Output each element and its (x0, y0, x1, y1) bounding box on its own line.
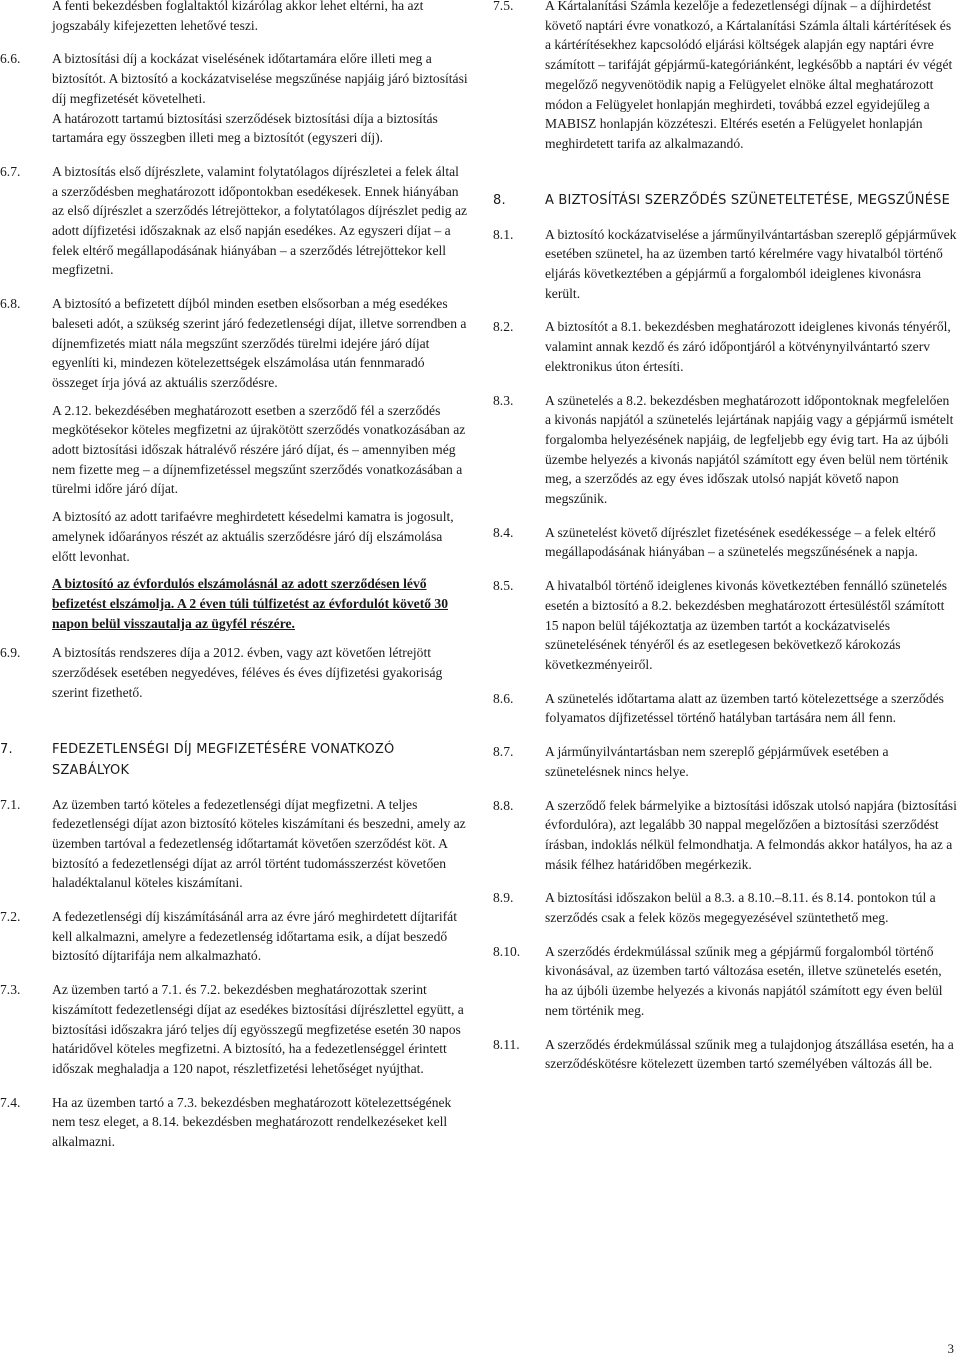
section-8-4 (493, 523, 957, 562)
paragraph-text: Az üzemben tartó a 7.1. és 7.2. bekezdésben meghatározottak szerint kiszámított fedezetlenségi díjat az esedékes biztosítási díjrészlettel együtt, a biztosítási időszakra járó teljes díj egyösszegű megfizetése esetén 30 napos határidővel köteles megfizetni. A biztosító, ha a fedezetlenséggel érintett időszak meghaladja a 120 napot, részletfizetési lehetőséget nyújthat. (52, 982, 464, 1076)
section-number: 6.6. (0, 51, 21, 67)
section-number: 8.10. (493, 943, 521, 959)
section-7-1 (0, 795, 468, 894)
heading-text: A BIZTOSÍTÁSI SZERZŐDÉS SZÜNETELTETÉSE, MEGSZŰNÉSE (545, 192, 950, 208)
section-number: 6.9. (0, 645, 21, 661)
paragraph-text: A biztosítási díj a kockázat viselésének időtartamára előre illeti meg a biztosítót. A biztosító a kockázatviselése megszűnése napjáig járó biztosítási díj megfizetését követelheti. (52, 51, 468, 106)
page-number: 3 (947, 1341, 954, 1356)
paragraph-text: A 2.12. bekezdésében meghatározott esetben a szerződő fél a szerződés megkötésekor köteles megfizetni az újrakötött szerződés vonatkozásában az adott biztosítási időszak hátralévő részére járó díjat, és – amennyiben még nem fizette meg – a díjnemfizetéssel megszűnt szerződés vonatkozásában a türelmi időre járó díjat. (52, 402, 466, 497)
heading-number: 7. (0, 741, 13, 757)
section-8-2 (493, 317, 957, 376)
section-number: 7.3. (0, 982, 21, 998)
section-8-8 (493, 796, 957, 875)
section-heading-8 (493, 190, 957, 211)
paragraph-text: A járműnyilvántartásban nem szereplő gépjárművek esetében a szünetelésnek nincs helye. (545, 744, 889, 779)
paragraph-text: A biztosítás első díjrészlete, valamint folytatólagos díjrészletei a felek által a szerződésben meghatározott időpontokban esedékesek. Ennek hiányában az első díjrészlet a szerződés létrejöttekor, a folytatólagos díjrészlet pedig az adott díjfizetési időszaknak az első napján esedékes. Az egyszeri díjat – a felek eltérő megállapodásának hiányában – a szerződés létrejöttekor kell megfizetni. (52, 163, 468, 278)
paragraph-text: A szünetelés a 8.2. bekezdésben meghatározott időpontoknak megfelelően a kivonás napjától a szünetelés lejártának napjáig vagy a gépjármű ismételt forgalomba helyezésének napjáig, de legfeljebb egy évig tart. Ha az újbóli üzembe helyezés a kivonás napjától számított egy éven belül nem történik meg, a szerződés az egy éves időszak utolsó napját követő napon megszűnik. (545, 392, 954, 507)
paragraph-text: A hivatalból történő ideiglenes kivonás következtében fennálló szünetelés esetén a biztosító a 8.2. bekezdésben meghatározott értesüléstől számított 15 napon belül tájékoztatja az üzemben tartót a kockázatviselés szünetelésének tényéről és az esetlegesen bekövetkező károkozás következményeiről. (545, 578, 948, 672)
section-6-6 (0, 49, 468, 148)
section-number: 8.9. (493, 890, 514, 906)
paragraph-text: A biztosító kockázatviselése a járműnyilvántartásban szereplő gépjárművek esetében szünetel, ha az üzemben tartó kérelmére vagy hivatalból történő eljárás következtében a gépjármű a forgalomból ideiglenes kivonásra került. (545, 226, 957, 301)
paragraph-text: A biztosítás rendszeres díja a 2012. évben, vagy azt követően létrejött szerződések esetében negyedéves, féléves és éves díjfizetési gyakoriság szerint fizethető. (52, 645, 443, 700)
section-number: 8.11. (493, 1036, 520, 1052)
section-number: 8.4. (493, 524, 514, 540)
heading-number: 8. (493, 192, 506, 208)
section-number: 6.7. (0, 163, 21, 179)
section-number: 8.7. (493, 744, 514, 760)
section-number: 8.6. (493, 690, 514, 706)
paragraph-text: A biztosító a befizetett díjból minden esetben elsősorban a még esedékes baleseti adót, a szükség szerint járó fedezetlenségi díjat, illetve sorrendben a díjnemfizetés miatt nála megszűnt szerződés türelmi idejére járó díjat egyenlíti ki, mindezen kötelezettségek elszámolása után fennmaradó összeget írja jóvá az aktuális szerződésre. (52, 296, 467, 390)
section-7-5 (493, 0, 957, 154)
paragraph-text: A határozott tartamú biztosítási szerződések biztosítási díja a biztosítás tartamára egy összegben illeti meg a biztosítót (egyszeri díj). (52, 110, 438, 146)
paragraph-text: A szerződés érdekmúlással szűnik meg a gépjármű forgalomból történő kivonásával, az üzemben tartó változása esetén, illetve szünetelés esetén, ha az újbóli üzembe helyezés a kivonás napjától számított egy éven belül nem történik meg. (545, 943, 943, 1018)
section-number: 6.8. (0, 296, 21, 312)
right-column (493, 0, 957, 1074)
paragraph-text: A fedezetlenségi díj kiszámításánál arra az évre járó meghirdetett díjtarifát kell alkalmazni, amelyre a fedezetlenség időtartama esik, a díjat beszedő biztosító díjtarifája nem alkalmazható. (52, 909, 457, 964)
section-8-6 (493, 689, 957, 728)
paragraph-text: Az üzemben tartó köteles a fedezetlenségi díjat megfizetni. A teljes fedezetlenségi díjat azon biztosító köteles kiszámítani és beszedni, amely az üzemben tartóval a fedezetlenség időtartamát követően szerződést köt. A biztosító a fedezetlenségi díjat az arról történt tudomásszerzést követően haladéktalanul köteles kiszámítani. (52, 796, 466, 891)
paragraph-text: A szünetelést követő díjrészlet fizetésének esedékessége – a felek eltérő megállapodásának hiányában – a szünetelés megszűnésének a napja. (545, 524, 936, 560)
section-6-8 (0, 294, 468, 633)
section-8-1 (493, 225, 957, 304)
paragraph-text: A biztosítót a 8.1. bekezdésben meghatározott ideiglenes kivonás tényéről, valamint annak kezdő és záró időpontjáról a kötvénynyilvántartó szerv elektronikus úton értesíti. (545, 319, 951, 374)
section-8-3 (493, 391, 957, 509)
section-heading-7 (0, 739, 468, 781)
section-number: 7.2. (0, 909, 21, 925)
paragraph-text: A szerződés érdekmúlással szűnik meg a tulajdonjog átszállása esetén, ha a szerződéskötésre kötelezett üzemben tartó személyében változás áll be. (545, 1036, 954, 1072)
section-8-9 (493, 888, 957, 927)
section-number: 8.2. (493, 319, 514, 335)
paragraph-text: A Kártalanítási Számla kezelője a fedezetlenségi díjnak – a díjhirdetést követő naptári évre vonatkozó, a Kártalanítási Számla általi kártérítések és a kártérítésekhez kapcsolódó eljárási költségek alapján egy naptári évre számított – tarifáját gépjármű-kategóriánként, legkésőbb a naptári év végét megelőző negyvenötödik napig a Felügyelet elnöke által meghatározott módon a Felügyelet honlapján meghirdeti, továbbá ezzel egyidejűleg a MABISZ honlapján közzéteszi. Eltérés esetén a Felügyelet honlapján meghirdetett tarifa az alkalmazandó. (545, 0, 953, 151)
paragraph-text: A szünetelés időtartama alatt az üzemben tartó kötelezettsége a szerződés folyamatos díjfizetéssel történő hatályban tartására nem áll fenn. (545, 690, 944, 726)
section-8-7 (493, 742, 957, 781)
paragraph-text: A biztosító az adott tarifaévre meghirdetett késedelmi kamatra is jogosult, amelynek időarányos részét az aktuális szerződésre járó díj elszámolása előtt levonhat. (52, 509, 454, 564)
section-number: 8.8. (493, 797, 514, 813)
paragraph-text: Ha az üzemben tartó a 7.3. bekezdésben meghatározott kötelezettségének nem tesz eleget, a 8.14. bekezdésben meghatározott rendelkezéseket kell alkalmazni. (52, 1094, 452, 1150)
section-number: 8.5. (493, 578, 514, 594)
heading-text: FEDEZETLENSÉGI DÍJ MEGFIZETÉSÉRE VONATKOZÓ SZABÁLYOK (52, 741, 395, 778)
section-number: 7.4. (0, 1094, 21, 1110)
section-8-11 (493, 1035, 957, 1074)
section-8-10 (493, 942, 957, 1021)
left-column (0, 0, 468, 1152)
section-number: 7.1. (0, 796, 21, 812)
section-7-4 (0, 1093, 468, 1152)
intro-paragraph: A fenti bekezdésben foglaltaktól kizárólag akkor lehet eltérni, ha azt jogszabály kifejezetten lehetővé teszi. (52, 0, 424, 33)
section-7-3 (0, 980, 468, 1079)
paragraph-text: A szerződő felek bármelyike a biztosítási időszak utolsó napjára (biztosítási évfordulóra), azt legalább 30 nappal megelőzően a biztosítási szerződést írásban, indoklás nélkül felmondhatja. A felmondás akkor hatályos, ha az a másik félhez határidőben megérkezik. (545, 797, 957, 872)
section-number: 8.1. (493, 226, 514, 242)
section-8-5 (493, 576, 957, 675)
paragraph-text: A biztosítási időszakon belül a 8.3. a 8.10.–8.11. és 8.14. pontokon túl a szerződés csak a felek közös megegyezésével szüntethető meg. (545, 890, 936, 926)
section-number: 7.5. (493, 0, 514, 13)
section-number: 8.3. (493, 392, 514, 408)
section-7-2 (0, 907, 468, 966)
underlined-paragraph: A biztosító az évfordulós elszámolásnál az adott szerződésen lévő befizetést elszámolja. A 2 éven túli túlfizetést az évfordulót követő 30 napon belül visszautalja az ügyfél részére. (52, 576, 449, 631)
section-6-9 (0, 643, 468, 702)
section-6-7 (0, 162, 468, 280)
